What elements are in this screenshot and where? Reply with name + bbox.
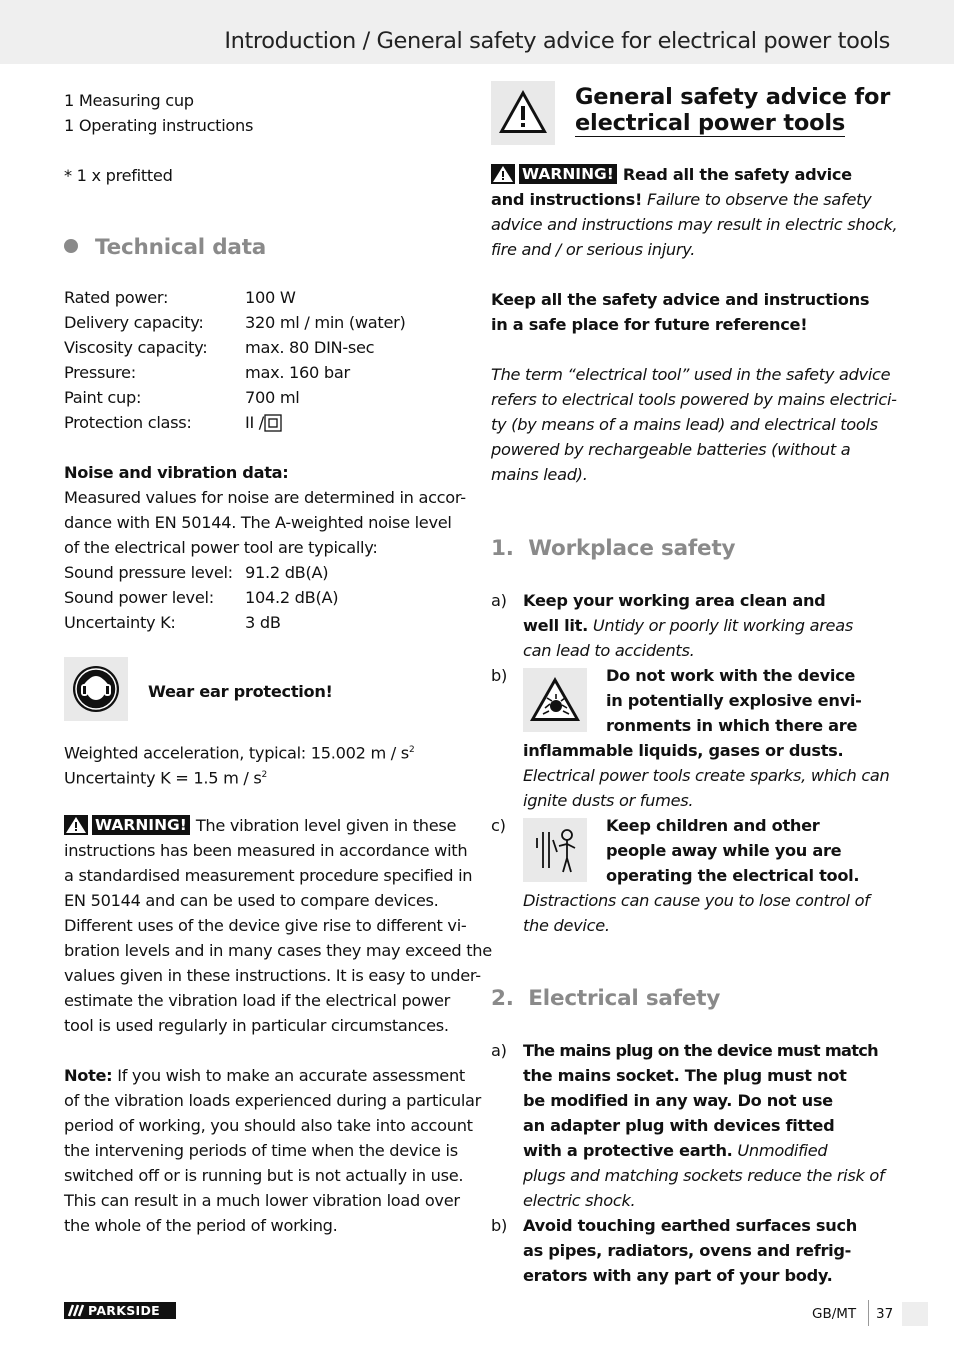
spec-row: Rated power: 100 W xyxy=(64,288,296,307)
page-number: 37 xyxy=(876,1306,894,1322)
item-text: operating the electrical tool. xyxy=(606,866,860,885)
section-title: General safety advice for electrical power tools xyxy=(575,84,891,136)
spec-row: Protection class: II / xyxy=(64,410,474,435)
page-header xyxy=(0,0,954,64)
keep-advice: Keep all the safety advice and instructions xyxy=(491,290,870,309)
technical-data-heading: Technical data xyxy=(64,233,474,263)
item-text: Do not work with the device xyxy=(606,666,856,685)
note-text: switched off or is running but is not actually in use. xyxy=(64,1166,464,1185)
item-label: a) xyxy=(491,591,507,610)
left-column xyxy=(64,88,474,635)
item-text: as pipes, radiators, ovens and refrig- xyxy=(523,1241,852,1260)
item-text: be modified in any way. Do not use xyxy=(523,1091,833,1110)
item-text: well lit. Untidy or poorly lit working areas xyxy=(523,616,853,635)
term-text: refers to electrical tools powered by mains electrici- xyxy=(491,390,897,409)
right-column xyxy=(491,162,901,487)
item-text: ronments in which there are xyxy=(606,716,858,735)
noise-row: Uncertainty K: 3 dB xyxy=(64,613,281,632)
warning-text: EN 50144 and can be used to compare devices. xyxy=(64,891,439,910)
ear-protection-icon xyxy=(64,657,128,721)
page-title: Introduction / General safety advice for electrical power tools xyxy=(224,28,890,54)
noise-text: of the electrical power tool are typically: xyxy=(64,538,378,557)
note-text: the intervening periods of time when the device is xyxy=(64,1141,458,1160)
noise-row: Sound power level: 104.2 dB(A) xyxy=(64,588,339,607)
note-text: This can result in a much lower vibration load over xyxy=(64,1191,460,1210)
warning-text: values given in these instructions. It is easy to under- xyxy=(64,966,481,985)
page-tab xyxy=(902,1302,928,1326)
footer-region: GB/MT xyxy=(812,1306,857,1322)
spec-row: Pressure: max. 160 bar xyxy=(64,363,350,382)
item-text: the mains socket. The plug must not xyxy=(523,1066,847,1085)
prefitted-note: * 1 x prefitted xyxy=(64,166,173,185)
electrical-safety-heading: 2. Electrical safety xyxy=(491,986,721,1011)
noise-row: Sound pressure level: 91.2 dB(A) xyxy=(64,563,329,582)
item-text: Keep your working area clean and xyxy=(523,591,826,610)
item-text: people away while you are xyxy=(606,841,842,860)
item-text: Keep children and other xyxy=(606,816,820,835)
item-label: c) xyxy=(491,816,506,835)
footer-separator xyxy=(868,1300,869,1326)
package-item: 1 Measuring cup xyxy=(64,91,194,110)
warning-text: estimate the vibration load if the electrical power xyxy=(64,991,450,1010)
acceleration: Weighted acceleration, typical: 15.002 m / $s^2$ xyxy=(64,743,415,763)
keep-children-away-icon-box xyxy=(523,818,587,882)
parkside-logo: PARKSIDE xyxy=(64,1302,176,1319)
warning-text: tool is used regularly in particular circumstances. xyxy=(64,1016,449,1035)
workplace-items xyxy=(491,588,901,938)
item-label: b) xyxy=(491,666,507,685)
explosive-hazard-icon-box xyxy=(523,668,587,732)
item-text: Avoid touching earthed surfaces such xyxy=(523,1216,857,1235)
general-warning: WARNING! Read all the safety advice xyxy=(491,162,901,187)
warning-text: instructions has been measured in accordance with xyxy=(64,841,468,860)
note-text: the whole of the period of working. xyxy=(64,1216,338,1235)
vibration-warning: WARNING! The vibration level given in these xyxy=(64,813,474,838)
item-label: a) xyxy=(491,1041,507,1060)
noise-heading: Noise and vibration data: xyxy=(64,463,289,482)
warning-badge: WARNING! xyxy=(64,815,190,835)
keep-children-away-icon xyxy=(523,818,587,882)
item-text: can lead to accidents. xyxy=(523,641,695,660)
item-text: an adapter plug with devices fitted xyxy=(523,1116,835,1135)
note: Note: If you wish to make an accurate assessment xyxy=(64,1066,465,1085)
item-text: erators with any part of your body. xyxy=(523,1266,833,1285)
warning-text: a standardised measurement procedure specified in xyxy=(64,866,473,885)
term-text: mains lead). xyxy=(491,465,588,484)
item-text: ignite dusts or fumes. xyxy=(523,791,694,810)
warning-icon xyxy=(64,815,88,835)
item-text: the device. xyxy=(523,916,610,935)
warning-triangle-icon xyxy=(491,81,555,145)
left-column-lower xyxy=(64,738,492,1238)
item-text: plugs and matching sockets reduce the risk of xyxy=(523,1166,885,1185)
keep-advice: in a safe place for future reference! xyxy=(491,315,808,334)
explosive-hazard-icon xyxy=(523,668,587,732)
general-warning-icon-box xyxy=(491,81,555,145)
spec-row: Paint cup: 700 ml xyxy=(64,388,300,407)
noise-text: Measured values for noise are determined in accor- xyxy=(64,488,466,507)
item-text: in potentially explosive envi- xyxy=(606,691,862,710)
spec-row: Delivery capacity: 320 ml / min (water) xyxy=(64,313,406,332)
item-text: inflammable liquids, gases or dusts. xyxy=(523,741,844,760)
warning-text: advice and instructions may result in electric shock, xyxy=(491,215,898,234)
spec-row: Viscosity capacity: max. 80 DIN-sec xyxy=(64,338,375,357)
item-text: Distractions can cause you to lose control of xyxy=(523,891,870,910)
warning-text: and instructions! Failure to observe the safety xyxy=(491,190,872,209)
item-text: electric shock. xyxy=(523,1191,636,1210)
warning-text: fire and / or serious injury. xyxy=(491,240,696,259)
noise-text: dance with EN 50144. The A-weighted noise level xyxy=(64,513,452,532)
uncertainty-k: Uncertainty K = 1.5 m / $s^2$ xyxy=(64,768,267,788)
term-text: powered by rechargeable batteries (without a xyxy=(491,440,851,459)
item-text: with a protective earth. Unmodified xyxy=(523,1141,828,1160)
warning-icon xyxy=(491,164,515,184)
warning-text: Different uses of the device give rise to different vi- xyxy=(64,916,467,935)
protection-class-ii-icon xyxy=(264,414,282,432)
item-text: The mains plug on the device must match xyxy=(523,1041,878,1060)
warning-badge: WARNING! xyxy=(491,164,617,184)
term-text: The term “electrical tool” used in the safety advice xyxy=(491,365,891,384)
package-item: 1 Operating instructions xyxy=(64,116,254,135)
ear-protection-icon-box xyxy=(64,657,128,721)
warning-text: bration levels and in many cases they may exceed the xyxy=(64,941,492,960)
item-label: b) xyxy=(491,1216,507,1235)
note-text: of the vibration loads experienced during a particular xyxy=(64,1091,482,1110)
term-text: ty (by means of a mains lead) and electrical tools xyxy=(491,415,878,434)
logo-stripes-icon xyxy=(64,1302,86,1319)
ear-protection-text: Wear ear protection! xyxy=(148,682,333,701)
item-text: Electrical power tools create sparks, which can xyxy=(523,766,890,785)
workplace-safety-heading: 1. Workplace safety xyxy=(491,536,736,561)
bullet-icon xyxy=(64,239,78,253)
electrical-items xyxy=(491,1038,901,1298)
note-text: period of working, you should also take into account xyxy=(64,1116,473,1135)
